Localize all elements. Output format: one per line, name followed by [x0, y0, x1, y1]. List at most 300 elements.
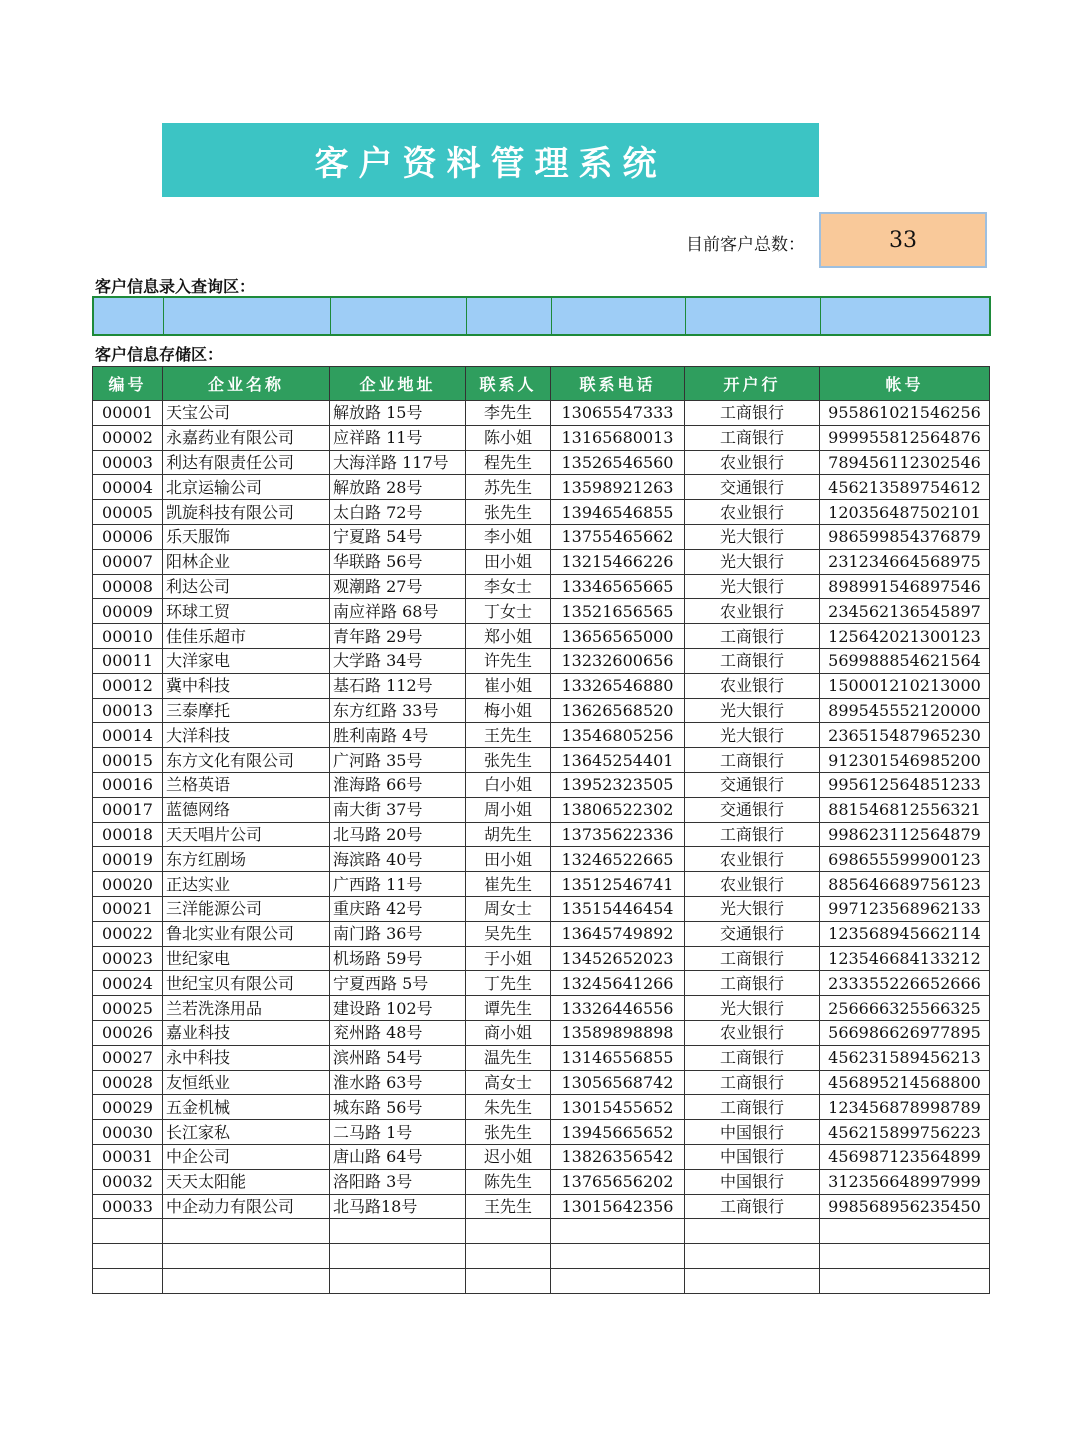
table-row — [93, 996, 990, 1021]
table-row — [93, 797, 990, 822]
cell-phone[interactable]: 13735622336 — [551, 822, 685, 847]
cell-company[interactable]: 东方文化有限公司 — [163, 748, 330, 773]
cell-id[interactable]: 00003 — [93, 450, 163, 475]
cell-account[interactable]: 566986626977895 — [820, 1020, 990, 1045]
cell-phone[interactable]: 13645254401 — [551, 748, 685, 773]
cell-company[interactable]: 天天唱片公司 — [163, 822, 330, 847]
cell-address[interactable]: 海滨路 40号 — [330, 847, 466, 872]
cell-address[interactable]: 建设路 102号 — [330, 996, 466, 1021]
cell-company[interactable]: 蓝德网络 — [163, 797, 330, 822]
cell-company[interactable]: 环球工贸 — [163, 599, 330, 624]
cell-company[interactable]: 三泰摩托 — [163, 698, 330, 723]
cell-contact[interactable]: 崔先生 — [466, 872, 551, 897]
cell-address[interactable]: 洛阳路 3号 — [330, 1169, 466, 1194]
cell-account[interactable]: 999955812564876 — [820, 425, 990, 450]
cell-phone[interactable]: 13346565665 — [551, 574, 685, 599]
cell-address[interactable]: 解放路 15号 — [330, 401, 466, 426]
cell-contact[interactable]: 周女士 — [466, 896, 551, 921]
cell-account[interactable]: 698655599900123 — [820, 847, 990, 872]
cell-address[interactable]: 宁夏路 54号 — [330, 524, 466, 549]
cell-company[interactable]: 利达有限责任公司 — [163, 450, 330, 475]
cell-id[interactable]: 00017 — [93, 797, 163, 822]
cell-id[interactable]: 00004 — [93, 475, 163, 500]
cell-company[interactable]: 永中科技 — [163, 1045, 330, 1070]
cell-contact[interactable]: 张先生 — [466, 500, 551, 525]
cell-company[interactable]: 佳佳乐超市 — [163, 624, 330, 649]
column-header[interactable]: 编号 — [93, 367, 163, 401]
cell-account[interactable]: 986599854376879 — [820, 524, 990, 549]
cell-address[interactable]: 广西路 11号 — [330, 872, 466, 897]
cell-bank[interactable]: 工商银行 — [685, 1095, 820, 1120]
cell-company[interactable]: 兰若洗涤用品 — [163, 996, 330, 1021]
cell-contact[interactable]: 周小姐 — [466, 797, 551, 822]
cell-bank[interactable]: 光大银行 — [685, 996, 820, 1021]
cell-company[interactable]: 东方红剧场 — [163, 847, 330, 872]
cell-contact[interactable]: 李女士 — [466, 574, 551, 599]
cell-contact[interactable]: 田小姐 — [466, 847, 551, 872]
cell-address[interactable]: 重庆路 42号 — [330, 896, 466, 921]
cell-address[interactable]: 南大街 37号 — [330, 797, 466, 822]
cell-contact[interactable]: 于小姐 — [466, 946, 551, 971]
cell-id[interactable]: 00032 — [93, 1169, 163, 1194]
cell-address[interactable]: 城东路 56号 — [330, 1095, 466, 1120]
cell-account[interactable]: 998623112564879 — [820, 822, 990, 847]
cell-id[interactable]: 00019 — [93, 847, 163, 872]
empty-row — [93, 1268, 990, 1293]
cell-bank[interactable]: 光大银行 — [685, 524, 820, 549]
cell-id[interactable]: 00002 — [93, 425, 163, 450]
table-row — [93, 772, 990, 797]
column-header[interactable]: 帐号 — [820, 367, 990, 401]
cell-bank[interactable]: 农业银行 — [685, 872, 820, 897]
table-row — [93, 599, 990, 624]
cell-id[interactable]: 00015 — [93, 748, 163, 773]
cell-bank[interactable]: 交通银行 — [685, 475, 820, 500]
cell-id[interactable]: 00024 — [93, 971, 163, 996]
cell-phone[interactable]: 13598921263 — [551, 475, 685, 500]
cell-account[interactable]: 312356648997999 — [820, 1169, 990, 1194]
cell-account[interactable]: 123546684133212 — [820, 946, 990, 971]
cell-phone[interactable]: 13521656565 — [551, 599, 685, 624]
cell-address[interactable]: 淮水路 63号 — [330, 1070, 466, 1095]
cell-company[interactable]: 长江家私 — [163, 1120, 330, 1145]
empty-cell-company[interactable] — [163, 1244, 330, 1269]
cell-phone[interactable]: 13065547333 — [551, 401, 685, 426]
cell-bank[interactable]: 工商银行 — [685, 425, 820, 450]
empty-cell-bank[interactable] — [685, 1268, 820, 1293]
input-cell-bank[interactable] — [685, 297, 820, 335]
cell-account[interactable]: 995612564851233 — [820, 772, 990, 797]
cell-bank[interactable]: 交通银行 — [685, 797, 820, 822]
page-title: 客户资料管理系统 — [314, 143, 667, 184]
cell-account[interactable]: 955861021546256 — [820, 401, 990, 426]
cell-contact[interactable]: 张先生 — [466, 1120, 551, 1145]
cell-phone[interactable]: 13765656202 — [551, 1169, 685, 1194]
empty-cell-address[interactable] — [330, 1244, 466, 1269]
table-row — [93, 648, 990, 673]
cell-address[interactable]: 南门路 36号 — [330, 921, 466, 946]
empty-cell-contact[interactable] — [466, 1268, 551, 1293]
cell-company[interactable]: 世纪宝贝有限公司 — [163, 971, 330, 996]
table-row — [93, 1095, 990, 1120]
cell-bank[interactable]: 工商银行 — [685, 1045, 820, 1070]
cell-company[interactable]: 中企动力有限公司 — [163, 1194, 330, 1219]
cell-contact[interactable]: 程先生 — [466, 450, 551, 475]
cell-bank[interactable]: 工商银行 — [685, 1070, 820, 1095]
empty-cell-phone[interactable] — [551, 1244, 685, 1269]
cell-phone[interactable]: 13015642356 — [551, 1194, 685, 1219]
empty-row — [93, 1219, 990, 1244]
cell-phone[interactable]: 13512546741 — [551, 872, 685, 897]
empty-cell-company[interactable] — [163, 1219, 330, 1244]
cell-address[interactable]: 东方红路 33号 — [330, 698, 466, 723]
cell-bank[interactable]: 农业银行 — [685, 500, 820, 525]
cell-bank[interactable]: 中国银行 — [685, 1120, 820, 1145]
cell-address[interactable]: 太白路 72号 — [330, 500, 466, 525]
cell-id[interactable]: 00033 — [93, 1194, 163, 1219]
cell-id[interactable]: 00025 — [93, 996, 163, 1021]
cell-account[interactable]: 456895214568800 — [820, 1070, 990, 1095]
cell-contact[interactable]: 崔小姐 — [466, 673, 551, 698]
cell-company[interactable]: 友恒纸业 — [163, 1070, 330, 1095]
cell-bank[interactable]: 光大银行 — [685, 574, 820, 599]
cell-phone[interactable]: 13246522665 — [551, 847, 685, 872]
input-cell-account[interactable] — [820, 297, 990, 335]
cell-account[interactable]: 899545552120000 — [820, 698, 990, 723]
cell-bank[interactable]: 中国银行 — [685, 1144, 820, 1169]
cell-phone[interactable]: 13326546880 — [551, 673, 685, 698]
empty-row — [93, 1244, 990, 1269]
cell-address[interactable]: 北马路 20号 — [330, 822, 466, 847]
column-header[interactable]: 联系电话 — [551, 367, 685, 401]
cell-address[interactable]: 宁夏西路 5号 — [330, 971, 466, 996]
cell-phone[interactable]: 13626568520 — [551, 698, 685, 723]
cell-phone[interactable]: 13656565000 — [551, 624, 685, 649]
cell-id[interactable]: 00016 — [93, 772, 163, 797]
cell-id[interactable]: 00028 — [93, 1070, 163, 1095]
cell-bank[interactable]: 工商银行 — [685, 1194, 820, 1219]
cell-bank[interactable]: 农业银行 — [685, 450, 820, 475]
table-row — [93, 822, 990, 847]
cell-address[interactable]: 大海洋路 117号 — [330, 450, 466, 475]
table-row — [93, 921, 990, 946]
cell-id[interactable]: 00008 — [93, 574, 163, 599]
cell-contact[interactable]: 梅小姐 — [466, 698, 551, 723]
cell-contact[interactable]: 李先生 — [466, 401, 551, 426]
table-row — [93, 946, 990, 971]
cell-account[interactable]: 456213589754612 — [820, 475, 990, 500]
cell-account[interactable]: 898991546897546 — [820, 574, 990, 599]
cell-contact[interactable]: 丁先生 — [466, 971, 551, 996]
cell-company[interactable]: 冀中科技 — [163, 673, 330, 698]
cell-company[interactable]: 五金机械 — [163, 1095, 330, 1120]
table-row — [93, 971, 990, 996]
cell-bank[interactable]: 工商银行 — [685, 748, 820, 773]
cell-id[interactable]: 00001 — [93, 401, 163, 426]
cell-bank[interactable]: 农业银行 — [685, 847, 820, 872]
empty-cell-address[interactable] — [330, 1219, 466, 1244]
cell-address[interactable]: 大学路 34号 — [330, 648, 466, 673]
cell-bank[interactable]: 光大银行 — [685, 723, 820, 748]
cell-phone[interactable]: 13945665652 — [551, 1120, 685, 1145]
cell-contact[interactable]: 许先生 — [466, 648, 551, 673]
cell-account[interactable]: 236515487965230 — [820, 723, 990, 748]
cell-account[interactable]: 881546812556321 — [820, 797, 990, 822]
cell-company[interactable]: 三洋能源公司 — [163, 896, 330, 921]
cell-company[interactable]: 天天太阳能 — [163, 1169, 330, 1194]
cell-id[interactable]: 00021 — [93, 896, 163, 921]
input-cell-address[interactable] — [330, 297, 466, 335]
cell-address[interactable]: 华联路 56号 — [330, 549, 466, 574]
cell-contact[interactable]: 胡先生 — [466, 822, 551, 847]
cell-address[interactable]: 胜利南路 4号 — [330, 723, 466, 748]
cell-address[interactable]: 观潮路 27号 — [330, 574, 466, 599]
cell-phone[interactable]: 13326446556 — [551, 996, 685, 1021]
table-row — [93, 1169, 990, 1194]
table-row — [93, 1120, 990, 1145]
empty-cell-id[interactable] — [93, 1244, 163, 1269]
customer-count-value[interactable]: 33 — [819, 212, 987, 268]
cell-address[interactable]: 滨州路 54号 — [330, 1045, 466, 1070]
cell-contact[interactable]: 高女士 — [466, 1070, 551, 1095]
cell-bank[interactable]: 工商银行 — [685, 648, 820, 673]
cell-phone[interactable]: 13015455652 — [551, 1095, 685, 1120]
cell-company[interactable]: 大洋科技 — [163, 723, 330, 748]
empty-cell-phone[interactable] — [551, 1268, 685, 1293]
cell-id[interactable]: 00012 — [93, 673, 163, 698]
table-row — [93, 698, 990, 723]
empty-cell-account[interactable] — [820, 1244, 990, 1269]
cell-contact[interactable]: 商小姐 — [466, 1020, 551, 1045]
cell-company[interactable]: 利达公司 — [163, 574, 330, 599]
cell-id[interactable]: 00009 — [93, 599, 163, 624]
table-row — [93, 1020, 990, 1045]
cell-bank[interactable]: 交通银行 — [685, 772, 820, 797]
cell-address[interactable]: 淮海路 66号 — [330, 772, 466, 797]
cell-bank[interactable]: 光大银行 — [685, 698, 820, 723]
cell-company[interactable]: 阳林企业 — [163, 549, 330, 574]
cell-address[interactable]: 广河路 35号 — [330, 748, 466, 773]
cell-address[interactable]: 唐山路 64号 — [330, 1144, 466, 1169]
cell-id[interactable]: 00018 — [93, 822, 163, 847]
cell-id[interactable]: 00020 — [93, 872, 163, 897]
storage-section-label: 客户信息存储区： — [95, 345, 224, 364]
cell-phone[interactable]: 13165680013 — [551, 425, 685, 450]
cell-company[interactable]: 乐天服饰 — [163, 524, 330, 549]
cell-contact[interactable]: 温先生 — [466, 1045, 551, 1070]
table-row — [93, 401, 990, 426]
cell-contact[interactable]: 郑小姐 — [466, 624, 551, 649]
cell-company[interactable]: 嘉业科技 — [163, 1020, 330, 1045]
cell-company[interactable]: 大洋家电 — [163, 648, 330, 673]
cell-company[interactable]: 世纪家电 — [163, 946, 330, 971]
cell-company[interactable]: 鲁北实业有限公司 — [163, 921, 330, 946]
cell-phone[interactable]: 13952323505 — [551, 772, 685, 797]
cell-contact[interactable]: 王先生 — [466, 723, 551, 748]
cell-company[interactable]: 中企公司 — [163, 1144, 330, 1169]
cell-id[interactable]: 00014 — [93, 723, 163, 748]
cell-id[interactable]: 00010 — [93, 624, 163, 649]
empty-cell-account[interactable] — [820, 1268, 990, 1293]
cell-id[interactable]: 00007 — [93, 549, 163, 574]
column-header[interactable]: 开户行 — [685, 367, 820, 401]
empty-cell-bank[interactable] — [685, 1219, 820, 1244]
table-row — [93, 1070, 990, 1095]
cell-contact[interactable]: 陈小姐 — [466, 425, 551, 450]
input-section-label: 客户信息录入查询区： — [95, 277, 256, 296]
cell-phone[interactable]: 13589898898 — [551, 1020, 685, 1045]
cell-account[interactable]: 234562136545897 — [820, 599, 990, 624]
input-cell-id[interactable] — [93, 297, 163, 335]
cell-account[interactable]: 233355226652666 — [820, 971, 990, 996]
cell-bank[interactable]: 工商银行 — [685, 946, 820, 971]
cell-address[interactable]: 机场路 59号 — [330, 946, 466, 971]
cell-phone[interactable]: 13946546855 — [551, 500, 685, 525]
table-row — [93, 847, 990, 872]
cell-company[interactable]: 永嘉药业有限公司 — [163, 425, 330, 450]
cell-account[interactable]: 120356487502101 — [820, 500, 990, 525]
cell-company[interactable]: 北京运输公司 — [163, 475, 330, 500]
cell-id[interactable]: 00005 — [93, 500, 163, 525]
cell-address[interactable]: 南应祥路 68号 — [330, 599, 466, 624]
cell-id[interactable]: 00023 — [93, 946, 163, 971]
cell-id[interactable]: 00011 — [93, 648, 163, 673]
cell-account[interactable]: 123568945662114 — [820, 921, 990, 946]
empty-cell-id[interactable] — [93, 1219, 163, 1244]
cell-id[interactable]: 00013 — [93, 698, 163, 723]
title-banner — [162, 123, 819, 197]
cell-account[interactable]: 123456878998789 — [820, 1095, 990, 1120]
cell-account[interactable]: 125642021300123 — [820, 624, 990, 649]
cell-phone[interactable]: 13146556855 — [551, 1045, 685, 1070]
cell-account[interactable]: 912301546985200 — [820, 748, 990, 773]
table-row — [93, 1045, 990, 1070]
cell-phone[interactable]: 13526546560 — [551, 450, 685, 475]
cell-contact[interactable]: 朱先生 — [466, 1095, 551, 1120]
table-row — [93, 624, 990, 649]
cell-phone[interactable]: 13245641266 — [551, 971, 685, 996]
cell-id[interactable]: 00006 — [93, 524, 163, 549]
column-header[interactable]: 企业地址 — [330, 367, 466, 401]
empty-cell-id[interactable] — [93, 1268, 163, 1293]
cell-bank[interactable]: 工商银行 — [685, 624, 820, 649]
cell-id[interactable]: 00026 — [93, 1020, 163, 1045]
cell-phone[interactable]: 13515446454 — [551, 896, 685, 921]
cell-phone[interactable]: 13755465662 — [551, 524, 685, 549]
cell-contact[interactable]: 迟小姐 — [466, 1144, 551, 1169]
empty-cell-contact[interactable] — [466, 1244, 551, 1269]
empty-cell-address[interactable] — [330, 1268, 466, 1293]
cell-address[interactable]: 解放路 28号 — [330, 475, 466, 500]
cell-contact[interactable]: 张先生 — [466, 748, 551, 773]
cell-contact[interactable]: 丁女士 — [466, 599, 551, 624]
cell-bank[interactable]: 工商银行 — [685, 822, 820, 847]
cell-address[interactable]: 青年路 29号 — [330, 624, 466, 649]
cell-contact[interactable]: 陈先生 — [466, 1169, 551, 1194]
cell-phone[interactable]: 13806522302 — [551, 797, 685, 822]
cell-id[interactable]: 00031 — [93, 1144, 163, 1169]
cell-account[interactable]: 997123568962133 — [820, 896, 990, 921]
cell-id[interactable]: 00030 — [93, 1120, 163, 1145]
cell-bank[interactable]: 中国银行 — [685, 1169, 820, 1194]
cell-id[interactable]: 00022 — [93, 921, 163, 946]
cell-phone[interactable]: 13232600656 — [551, 648, 685, 673]
column-header[interactable]: 企业名称 — [163, 367, 330, 401]
input-cell-contact[interactable] — [466, 297, 551, 335]
cell-company[interactable]: 正达实业 — [163, 872, 330, 897]
cell-account[interactable]: 789456112302546 — [820, 450, 990, 475]
cell-bank[interactable]: 农业银行 — [685, 1020, 820, 1045]
cell-address[interactable]: 北马路18号 — [330, 1194, 466, 1219]
cell-contact[interactable]: 李小姐 — [466, 524, 551, 549]
empty-cell-contact[interactable] — [466, 1219, 551, 1244]
table-row — [93, 1144, 990, 1169]
cell-bank[interactable]: 光大银行 — [685, 896, 820, 921]
cell-account[interactable]: 569988854621564 — [820, 648, 990, 673]
cell-contact[interactable]: 谭先生 — [466, 996, 551, 1021]
cell-address[interactable]: 应祥路 11号 — [330, 425, 466, 450]
column-header[interactable]: 联系人 — [466, 367, 551, 401]
cell-contact[interactable]: 白小姐 — [466, 772, 551, 797]
cell-account[interactable]: 231234664568975 — [820, 549, 990, 574]
empty-cell-bank[interactable] — [685, 1244, 820, 1269]
cell-bank[interactable]: 农业银行 — [685, 599, 820, 624]
cell-contact[interactable]: 吴先生 — [466, 921, 551, 946]
cell-account[interactable]: 885646689756123 — [820, 872, 990, 897]
empty-cell-phone[interactable] — [551, 1219, 685, 1244]
cell-bank[interactable]: 光大银行 — [685, 549, 820, 574]
cell-company[interactable]: 天宝公司 — [163, 401, 330, 426]
cell-contact[interactable]: 田小姐 — [466, 549, 551, 574]
table-row — [93, 450, 990, 475]
cell-contact[interactable]: 王先生 — [466, 1194, 551, 1219]
cell-account[interactable]: 150001210213000 — [820, 673, 990, 698]
cell-phone[interactable]: 13826356542 — [551, 1144, 685, 1169]
cell-company[interactable]: 兰格英语 — [163, 772, 330, 797]
cell-id[interactable]: 00027 — [93, 1045, 163, 1070]
cell-bank[interactable]: 交通银行 — [685, 921, 820, 946]
cell-address[interactable]: 二马路 1号 — [330, 1120, 466, 1145]
table-row — [93, 500, 990, 525]
cell-address[interactable]: 基石路 112号 — [330, 673, 466, 698]
cell-account[interactable]: 456231589456213 — [820, 1045, 990, 1070]
cell-account[interactable]: 456987123564899 — [820, 1144, 990, 1169]
cell-id[interactable]: 00029 — [93, 1095, 163, 1120]
table-row — [93, 425, 990, 450]
cell-company[interactable]: 凯旋科技有限公司 — [163, 500, 330, 525]
cell-address[interactable]: 兖州路 48号 — [330, 1020, 466, 1045]
cell-phone[interactable]: 13546805256 — [551, 723, 685, 748]
cell-contact[interactable]: 苏先生 — [466, 475, 551, 500]
cell-phone[interactable]: 13645749892 — [551, 921, 685, 946]
cell-phone[interactable]: 13452652023 — [551, 946, 685, 971]
cell-bank[interactable]: 农业银行 — [685, 673, 820, 698]
cell-account[interactable]: 998568956235450 — [820, 1194, 990, 1219]
table-row — [93, 748, 990, 773]
cell-account[interactable]: 456215899756223 — [820, 1120, 990, 1145]
input-cell-company[interactable] — [163, 297, 330, 335]
cell-phone[interactable]: 13056568742 — [551, 1070, 685, 1095]
table-row — [93, 574, 990, 599]
cell-account[interactable]: 256666325566325 — [820, 996, 990, 1021]
cell-bank[interactable]: 工商银行 — [685, 971, 820, 996]
cell-phone[interactable]: 13215466226 — [551, 549, 685, 574]
cell-bank[interactable]: 工商银行 — [685, 401, 820, 426]
input-cell-phone[interactable] — [551, 297, 685, 335]
table-row — [93, 723, 990, 748]
empty-cell-account[interactable] — [820, 1219, 990, 1244]
empty-cell-company[interactable] — [163, 1268, 330, 1293]
